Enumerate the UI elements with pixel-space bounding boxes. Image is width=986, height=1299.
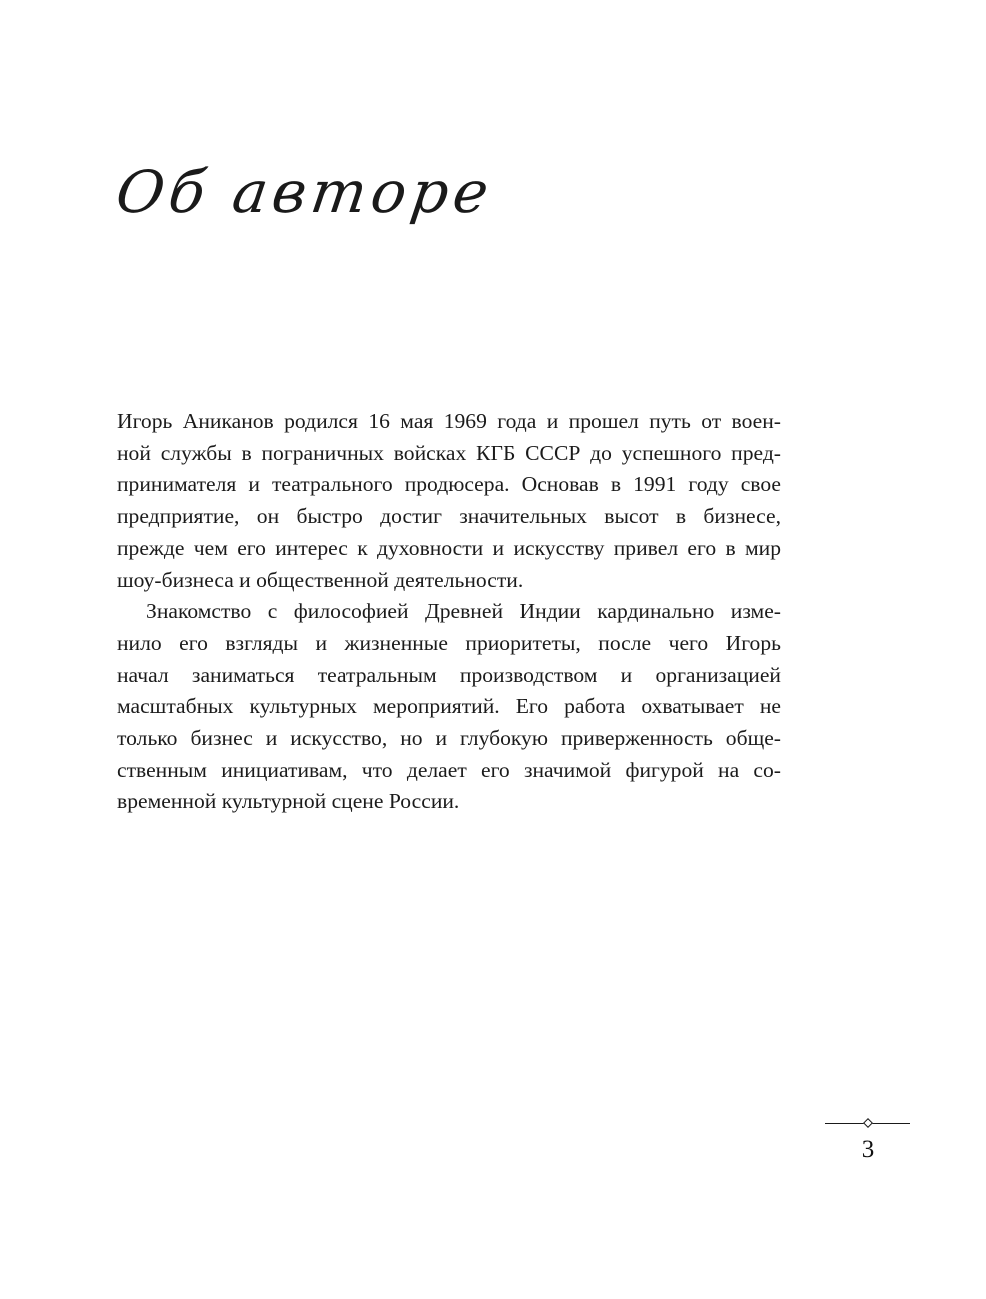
footer-rule [825,1123,910,1124]
paragraph [117,406,781,596]
text-line: предприятие, он быстро достиг значительных высот в бизнесе, [117,504,781,529]
text-line: принимателя и театрального продюсера. Основав в 1991 году свое [117,472,781,497]
paragraph [117,596,781,818]
text-line: Знакомство с философией Древней Индии кардинально изме- [146,599,781,624]
text-line: начал заниматься театральным производством и организацией [117,662,781,687]
page-number: 3 [861,1136,875,1163]
text-line: только бизнес и искусство, но и глубокую приверженность обще- [117,726,781,751]
text-line: временной культурной сцене России. [117,789,460,814]
text-line: прежде чем его интерес к духовности и искусству привел его в мир [117,535,781,560]
text-line: ной службы в пограничных войсках КГБ СССР до успешного пред- [117,440,781,465]
diamond-icon [863,1118,873,1128]
text-line: ственным инициативам, что делает его значимой фигурой на со- [117,757,781,782]
text-line: Игорь Аниканов родился 16 мая 1969 года и прошел путь от воен- [117,409,781,433]
text-line: масштабных культурных мероприятий. Его работа охватывает не [117,694,781,719]
text-line: шоу-бизнеса и общественной деятельности. [117,567,524,592]
chapter-title: Об авторе [112,158,498,226]
text-line: нило его взгляды и жизненные приоритеты, после чего Игорь [117,630,781,655]
body-text [117,406,781,818]
